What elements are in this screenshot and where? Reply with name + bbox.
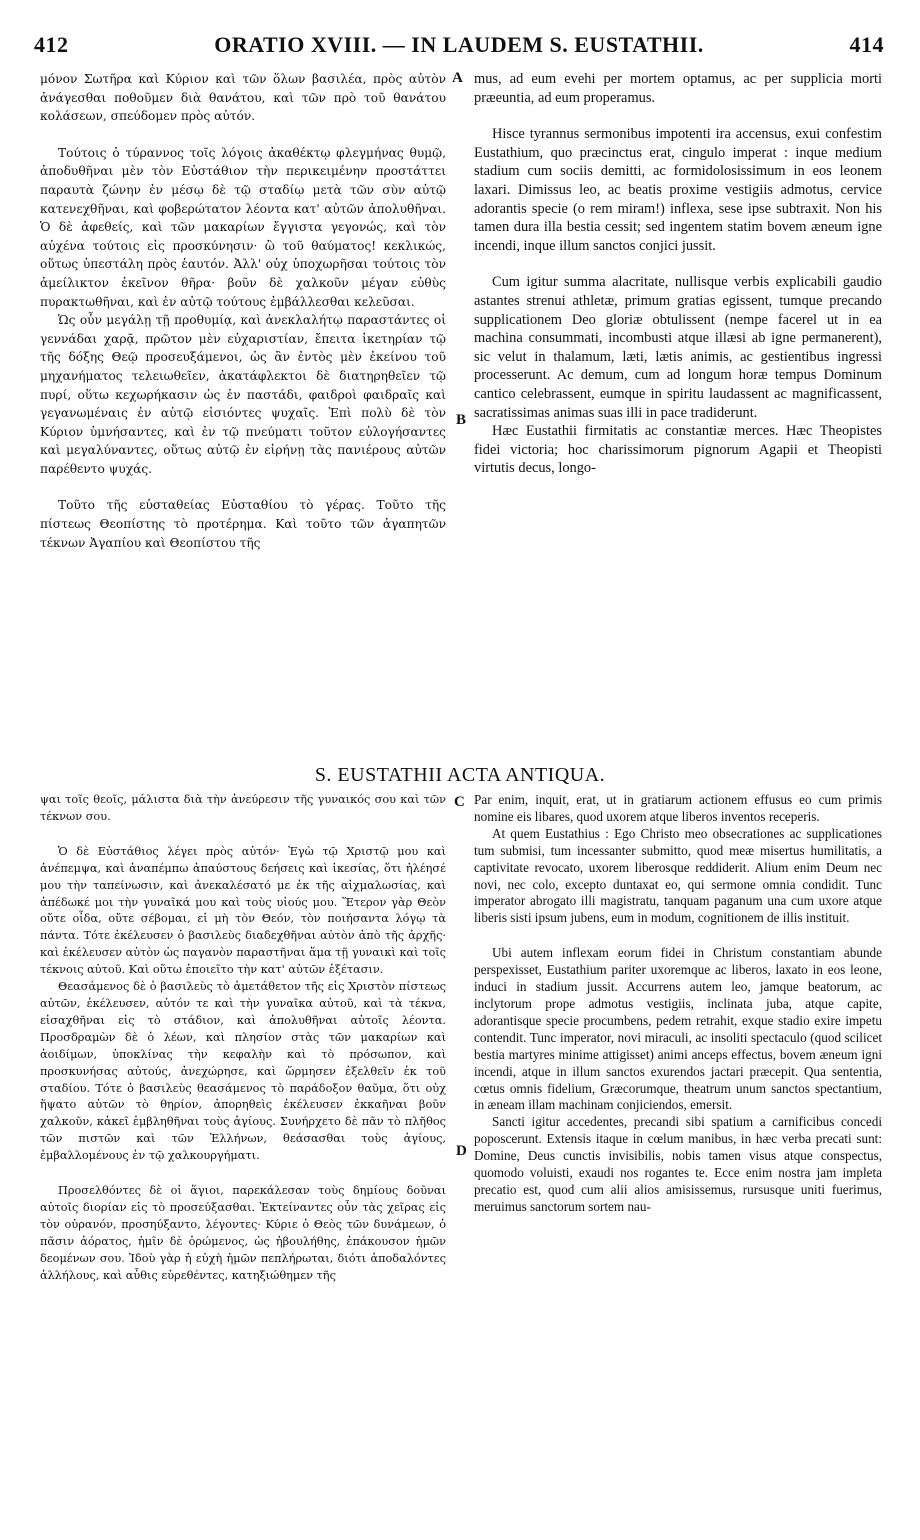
latin-paragraph: At quem Eustathius : Ego Christo meo obsecrationes ac supplicationes tum submisi, tum incessanter submitto, quod meæ misertus humilitatis, a captivitate revocato, uxorem liberosque reddiderit. Alium enim Deum nec novi, nec colo, excepto duntaxat eo, qui sermone omnia condidit. Tunc imperator abrogato illi magistratu, tanquam paganum una cum uxore atque liberis sisti ipsum jubens, eum in modum, cognitionem de illis instituit.	[474, 825, 882, 926]
top-latin-column	[474, 70, 882, 758]
greek-paragraph: Θεασάμενος δὲ ὁ βασιλεὺς τὸ ἀμετάθετον τῆς εἰς Χριστὸν πίστεως αὐτῶν, ἐκέλευσεν, αὐτόν τε καὶ τὴν γυναῖκα αὐτοῦ, καὶ τὰ τέκνα, εἰσαχθῆναι εἰς τὸ στάδιον, καὶ ἀπολυθῆναι αὐτοῖς λέοντα. Προσδραμὼν δὲ ὁ λέων, καὶ πλησίον στὰς τῶν μακαρίων καὶ ἀοιδίμων, ὑποκλίνας τὴν κεφαλὴν καὶ τὸ πρόσωπον, καὶ προσκυνήσας αὐτούς, ἀνεχώρησε, καὶ ὥρμησεν ἐξελθεῖν ἐκ τοῦ σταδίου. Τότε ὁ βασιλεὺς θεασάμενος τὸ παράδοξον θαῦμα, ὅτι οὐχ ἥψατο αὐτῶν τὸ θηρίον, ἀπορηθεὶς ἐκέλευσεν ἐκκαῆναι βοῦν χαλκοῦν, κἀκεῖ ἐμβληθῆναι τοὺς ἁγίους. Συνήρχετο δὲ πᾶν τὸ πλῆθος τῶν πιστῶν καὶ τῶν Ἑλλήνων, θεάσασθαι τοὺς ἁγίους, ἐμβαλλομένους ἐν τῷ χαλκουργήματι.	[40, 980, 446, 1163]
greek-paragraph: Τούτοις ὁ τύραννος τοῖς λόγοις ἀκαθέκτῳ φλεγμήνας θυμῷ, ἀποδυθῆναι μὲν τὸν Εὐστάθιον τὴν περικειμένην προστάττει παραυτὰ ζώνην ἐν μέσῳ δὲ τῷ σταδίῳ μετὰ τῶν σὺν αὐτῷ κατενεχθῆναι, καὶ φοβερώτατον λέοντα κατ' αὐτῶν ἀπολυθῆναι. Ὁ δὲ ἀφεθείς, καὶ τῶν μακαρίων ἔγγιστα γεγονώς, καὶ τὸν αὐχένα τούτοις εἰς προσκύνησιν· ὢ τοῦ θαύματος! κεκλικώς, οὕτως ὑπεστάλη πρὸς ἑαυτόν. Ἀλλ' οὐχ ὑποχωρῆσαι τούτοις τὸν ἀμείλικτον ἐκεῖνον θῆρα· βοῦν δὲ χαλκοῦν μέγαν εὐθὺς πυρακτωθῆναι, καὶ ἐν αὐτῷ τούτους ἐμβάλλεσθαι κελεῦσαι.	[40, 145, 446, 309]
latin-paragraph: Hisce tyrannus sermonibus impotenti ira accensus, exui confestim Eustathium, quo præcinctus erat, cingulo imperat : inque medium stadium cum sociis demitti, ac formidolosissimum in eos leonem laxari. Dimissus leo, ac beatis proxime vestigiis admotus, cervice adorantis specie (o rem miram!) inflexa, sese ipse subtraxit. Non his tamen dura illa bestia cessit; sed ingentem statim bovem æneum igne incendi, inque illum sanctos conjici jussit.	[474, 126, 882, 254]
latin-paragraph: mus, ad eum evehi per mortem optamus, ac per supplicia morti præeuntia, ad eum properamus.	[474, 71, 882, 106]
bottom-greek-column	[40, 792, 446, 1530]
page-header	[34, 32, 884, 62]
latin-paragraph: Sancti igitur accedentes, precandi sibi spatium a carnificibus concedi poposcerunt. Extensis itaque in cœlum manibus, in hæc verba precati sunt: Domine, Deus cunctis invisibilis, nobis tamen visus atque conspectus, quomodo voluisti, exaudi nos rogantes te. Ecce enim nostra jam impleta precatio est, quod cum alii alios amisissemus, rursusque uniti fuerimus, meruimus sanctorum sortem nau-	[474, 1114, 882, 1214]
top-greek-column	[40, 70, 446, 758]
greek-paragraph: ψαι τοῖς θεοῖς, μάλιστα διὰ τὴν ἀνεύρεσιν τῆς γυναικός σου καὶ τῶν τέκνων σου.	[40, 793, 446, 823]
latin-paragraph: Cum igitur summa alacritate, nullisque verbis explicabili gaudio astantes strenui athletæ, primum gratias egissent, tumque precando supplicationem Deo gloriæ obtulissent (nempe facerel ut in ea machina consummati, incombusti atque illæsi ab igne permanerent), sic velut in thalamum, læti, lætis animis, ac gestientibus ingressi processerunt. Ac demum, cum ad longum horæ tempus Dominum cantico celebrassent, eumque in spiritu laudassent ac magnificassent, sacratissimas animas suas illi in pace tradiderunt.	[474, 274, 882, 421]
left-page-number: 412	[34, 32, 69, 57]
latin-paragraph: Ubi autem inflexam eorum fidei in Christum constantiam abunde perspexisset, Eustathium pariter uxoremque ac liberos, laxato in eos leone, induci in stadium jussit. Accurrens autem leo, jamque beatorum, ac inclytorum prope admotus vestigiis, inclinata juba, atque capite, adorantisque specie procumbens, pedem retrahit, exque stadio exire impetu contendit. Tunc imperator, novi miraculi, ac insoliti spectaculo (quod scilicet bestia martyres minime attigisset) animi anceps effectus, bovem æneum igni incendi, atque in illum sanctos exurendos jactari præcepit. Qua sententia, cœtus omnis fidelium, Græcorumque, theatrum unum sanctos spectantium, in æneam illam machinam conjiciendos, emersit.	[474, 945, 882, 1113]
bottom-latin-column	[474, 792, 882, 1530]
margin-marker-a: A	[452, 70, 463, 86]
greek-paragraph: μόνον Σωτῆρα καὶ Κύριον καὶ τῶν ὅλων βασιλέα, πρὸς αὐτὸν ἀνάγεσθαι ποθοῦμεν διὰ θανάτου, καὶ τῶν πρὸ τοῦ θανάτου κολάσεων, σπεύδομεν πρὸς αὐτόν.	[40, 72, 446, 124]
greek-paragraph: Προσελθόντες δὲ οἱ ἅγιοι, παρεκάλεσαν τοὺς δημίους δοῦναι αὐτοῖς διορίαν εἰς τὸ προσεύξασθαι. Ἐκτείναντες οὖν τὰς χεῖρας εἰς τὸν οὐρανόν, προσηύξαντο, λέγοντες· Κύριε ὁ Θεὸς τῶν δυνάμεων, ὁ πᾶσιν ἀόρατος, ἡμῖν δὲ ὁρώμενος, ὡς ἠβουλήθης, ἐπάκουσον ἡμῶν δεομένων σου. Ἰδοὺ γὰρ ἡ εὐχὴ ἡμῶν πεπλήρωται, διότι ἀποδαλόντες ἀλλήλους, καὶ αὖθις εὑρεθέντες, κατηξιώθημεν τῆς	[40, 1184, 446, 1282]
margin-marker-c: C	[454, 794, 465, 810]
latin-paragraph: Par enim, inquit, erat, ut in gratiarum actionem effusus eo cum primis nomine eis libares, quod uxorem atque liberos inventos receperis.	[474, 792, 882, 824]
section-title: S. EUSTATHII ACTA ANTIQUA.	[314, 764, 606, 786]
running-title: ORATIO XVIII. — IN LAUDEM S. EUSTATHII.	[214, 32, 704, 57]
margin-marker-d: D	[456, 1143, 467, 1159]
right-page-number: 414	[849, 32, 884, 57]
margin-marker-b: B	[456, 412, 467, 428]
greek-paragraph: Ὁ δὲ Εὐστάθιος λέγει πρὸς αὐτόν· Ἐγὼ τῷ Χριστῷ μου καὶ ἀνέπεμψα, καὶ ἀναπέμπω ἀπαύστους δεήσεις καὶ ἱκεσίας, ὅτι ἠλέησέ μου τὴν ταπείνωσιν, καὶ ἀνεκαλέσατό με ἐκ τῆς αἰχμαλωσίας, καὶ ἀπέδωκέ μοι τὴν γυναῖκά μου καὶ τοὺς υἱούς μου. Ἕτερον γὰρ Θεὸν οὔτε οἶδα, οὔτε σέβομαι, εἰ μὴ τὸν Θεόν, τὸν ποιήσαντα λόγῳ τὰ πάντα. Τότε ἐκέλευσεν ὁ βασιλεὺς διαδεχθῆναι αὐτὸν ἀπὸ τῆς ἀρχῆς· καὶ ἐκέλευσεν αὐτὸν ὡς παγανὸν παραστῆναι ἅμα τῇ γυναικὶ καὶ τοῖς τέκνοις αὐτοῦ. Καὶ οὕτω ἐποιεῖτο τὴν κατ' αὐτῶν ἐξέτασιν.	[40, 844, 446, 977]
latin-paragraph: Hæc Eustathii firmitatis ac constantiæ merces. Hæc Theopistes fidei victoria; hoc charissimorum pignorum Agapii et Theopisti virtutis decus, longo-	[474, 423, 882, 477]
greek-paragraph: Ὡς οὖν μεγάλῃ τῇ προθυμίᾳ, καὶ ἀνεκλαλήτῳ παραστάντες οἱ γεννάδαι χαρᾷ, πρῶτον μὲν εὐχαριστίαν, ἔπειτα ἱκετηρίαν τῷ τῆς δόξης Θεῷ προσευξάμενοι, ὡς ἂν ἐντὸς μὲν ἐκείνου τοῦ μηχανήματος τελειωθεῖεν, ἀκατάφλεκτοι δὲ διατηρηθεῖεν τῷ πυρί, οὕτω κεχωρήκασιν ὡς ἐν παστάδι, φαιδροὶ φαιδραῖς καὶ γεγανωμέναις ἐν αὐτῷ εἰσιόντες ψυχαῖς. Ἐπὶ πολὺ δὲ τὸν Κύριον ὑμνήσαντες, καὶ ἐν τῷ πνεύματι τοῦτον εὐλογήσαντες καὶ μεγαλύναντες, οὕτως αὐτῷ ἐν εἰρήνῃ τὰς πανιέρους αὐτῶν παρέθεντο ψυχάς.	[40, 313, 446, 476]
greek-paragraph: Τοῦτο τῆς εὐσταθείας Εὐσταθίου τὸ γέρας. Τοῦτο τῆς πίστεως Θεοπίστης τὸ προτέρημα. Καὶ τοῦτο τῶν ἀγαπητῶν τέκνων Ἀγαπίου καὶ Θεοπίστου τῆς	[40, 498, 446, 550]
